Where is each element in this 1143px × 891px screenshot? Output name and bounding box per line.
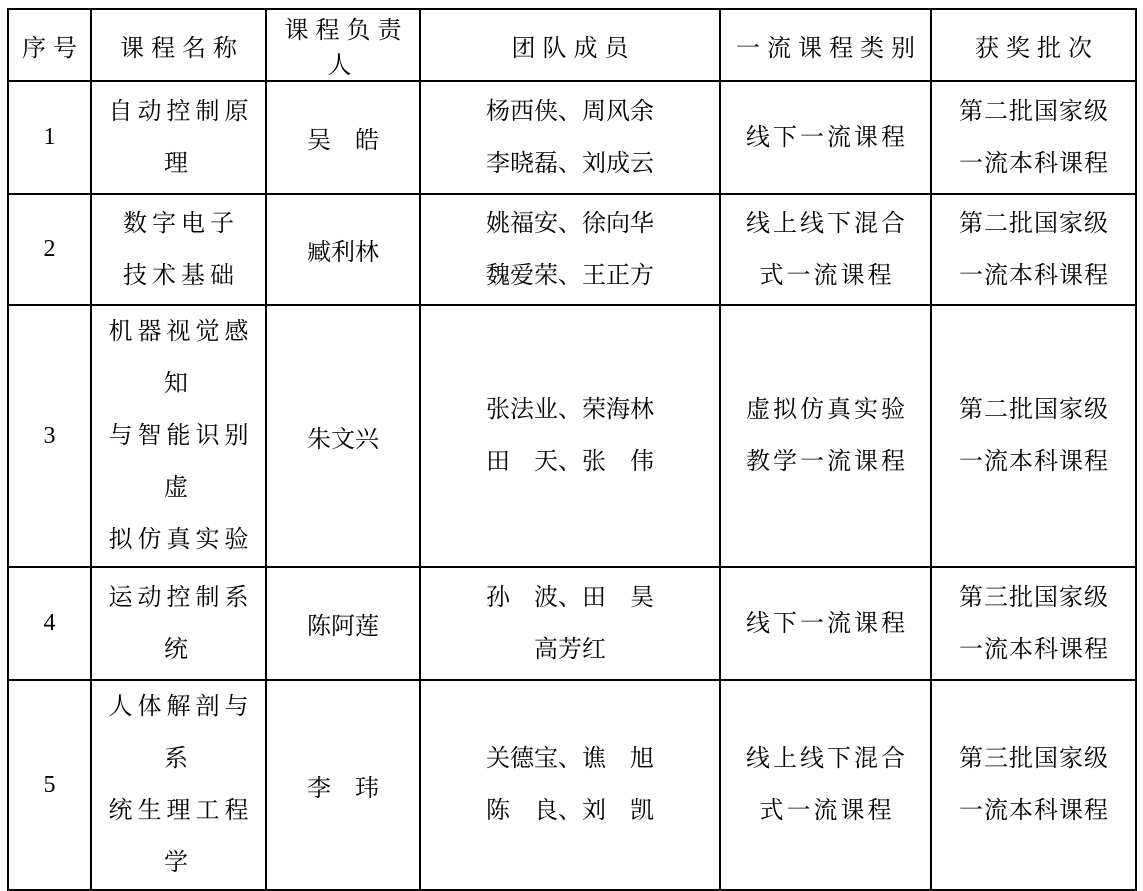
cell-index: 2 bbox=[8, 194, 91, 305]
cell-award-batch bbox=[931, 680, 1136, 890]
header-cell-team-members: 团队成员 bbox=[420, 9, 720, 81]
header-cell-course-name: 课程名称 bbox=[91, 9, 266, 81]
cell-course-name bbox=[91, 680, 266, 890]
cell-line: 数字电子 bbox=[123, 210, 239, 237]
cell-line: 与智能识别虚 bbox=[108, 423, 254, 501]
cell-line: 关德宝、谯 旭 bbox=[486, 746, 654, 772]
table-row bbox=[8, 305, 1136, 567]
cell-award-batch bbox=[931, 567, 1136, 680]
cell-line: 孙 波、田 昊 bbox=[486, 584, 654, 611]
cell-course-category bbox=[720, 194, 931, 305]
cell-course-name bbox=[91, 194, 266, 305]
cell-award-batch bbox=[931, 81, 1136, 194]
cell-line: 人体解剖与系 bbox=[108, 694, 254, 772]
cell-line: 姚福安、徐向华 bbox=[486, 210, 654, 237]
cell-line: 教学一流课程 bbox=[746, 449, 908, 475]
header-cell-index: 序号 bbox=[8, 9, 91, 81]
cell-line: 式一流课程 bbox=[759, 262, 895, 289]
cell-team-members bbox=[420, 305, 720, 567]
header-cell-course-category: 一流课程类别 bbox=[720, 9, 931, 81]
cell-line: 一流本科课程 bbox=[959, 262, 1109, 289]
cell-line: 第二批国家级 bbox=[959, 397, 1109, 423]
cell-team-members bbox=[420, 194, 720, 305]
cell-line: 运动控制系统 bbox=[108, 584, 254, 663]
cell-line: 第三批国家级 bbox=[959, 584, 1109, 611]
cell-line: 高芳红 bbox=[534, 636, 606, 663]
cell-course-name bbox=[91, 81, 266, 194]
table-row bbox=[8, 81, 1136, 194]
first-class-course-award-table bbox=[7, 8, 1137, 891]
cell-award-batch bbox=[931, 305, 1136, 567]
header-cell-award-batch: 获奖批次 bbox=[931, 9, 1136, 81]
cell-course-category bbox=[720, 567, 931, 680]
cell-line: 杨西侠、周风余 bbox=[486, 98, 654, 125]
cell-line: 线下一流课程 bbox=[746, 610, 908, 637]
cell-line: 一流本科课程 bbox=[959, 798, 1109, 824]
cell-line: 张法业、荣海林 bbox=[486, 397, 654, 423]
cell-line: 虚拟仿真实验 bbox=[746, 397, 908, 423]
cell-line: 机器视觉感知 bbox=[108, 319, 254, 397]
cell-line: 统生理工程学 bbox=[108, 798, 254, 876]
cell-line: 拟仿真实验 bbox=[108, 527, 254, 553]
cell-course-leader: 臧利林 bbox=[266, 194, 420, 305]
table-row bbox=[8, 194, 1136, 305]
cell-line: 魏爱荣、王正方 bbox=[486, 262, 654, 289]
cell-award-batch bbox=[931, 194, 1136, 305]
cell-team-members bbox=[420, 81, 720, 194]
table-row bbox=[8, 567, 1136, 680]
header-row bbox=[8, 9, 1136, 81]
cell-line: 线上线下混合 bbox=[746, 746, 908, 772]
cell-line: 自动控制原理 bbox=[108, 98, 254, 177]
cell-line: 第三批国家级 bbox=[959, 746, 1109, 772]
cell-course-leader: 吴 皓 bbox=[266, 81, 420, 194]
header-cell-course-leader: 课程负责人 bbox=[266, 9, 420, 81]
table-row bbox=[8, 680, 1136, 890]
cell-line: 第二批国家级 bbox=[959, 210, 1109, 237]
cell-course-leader: 朱文兴 bbox=[266, 305, 420, 567]
cell-line: 式一流课程 bbox=[759, 798, 895, 824]
cell-course-category bbox=[720, 81, 931, 194]
cell-course-category bbox=[720, 680, 931, 890]
cell-index: 1 bbox=[8, 81, 91, 194]
cell-line: 技术基础 bbox=[123, 262, 239, 289]
cell-team-members bbox=[420, 567, 720, 680]
cell-line: 线上线下混合 bbox=[746, 210, 908, 237]
cell-line: 线下一流课程 bbox=[746, 124, 908, 151]
cell-index: 5 bbox=[8, 680, 91, 890]
cell-course-name bbox=[91, 567, 266, 680]
cell-course-leader: 陈阿莲 bbox=[266, 567, 420, 680]
cell-line: 田 天、张 伟 bbox=[486, 449, 654, 475]
cell-line: 陈 良、刘 凯 bbox=[486, 798, 654, 824]
cell-course-category bbox=[720, 305, 931, 567]
cell-team-members bbox=[420, 680, 720, 890]
cell-line: 第二批国家级 bbox=[959, 98, 1109, 125]
cell-index: 4 bbox=[8, 567, 91, 680]
cell-course-leader: 李 玮 bbox=[266, 680, 420, 890]
cell-line: 一流本科课程 bbox=[959, 636, 1109, 663]
cell-line: 一流本科课程 bbox=[959, 449, 1109, 475]
cell-line: 李晓磊、刘成云 bbox=[486, 150, 654, 177]
cell-index: 3 bbox=[8, 305, 91, 567]
cell-line: 一流本科课程 bbox=[959, 150, 1109, 177]
cell-course-name bbox=[91, 305, 266, 567]
